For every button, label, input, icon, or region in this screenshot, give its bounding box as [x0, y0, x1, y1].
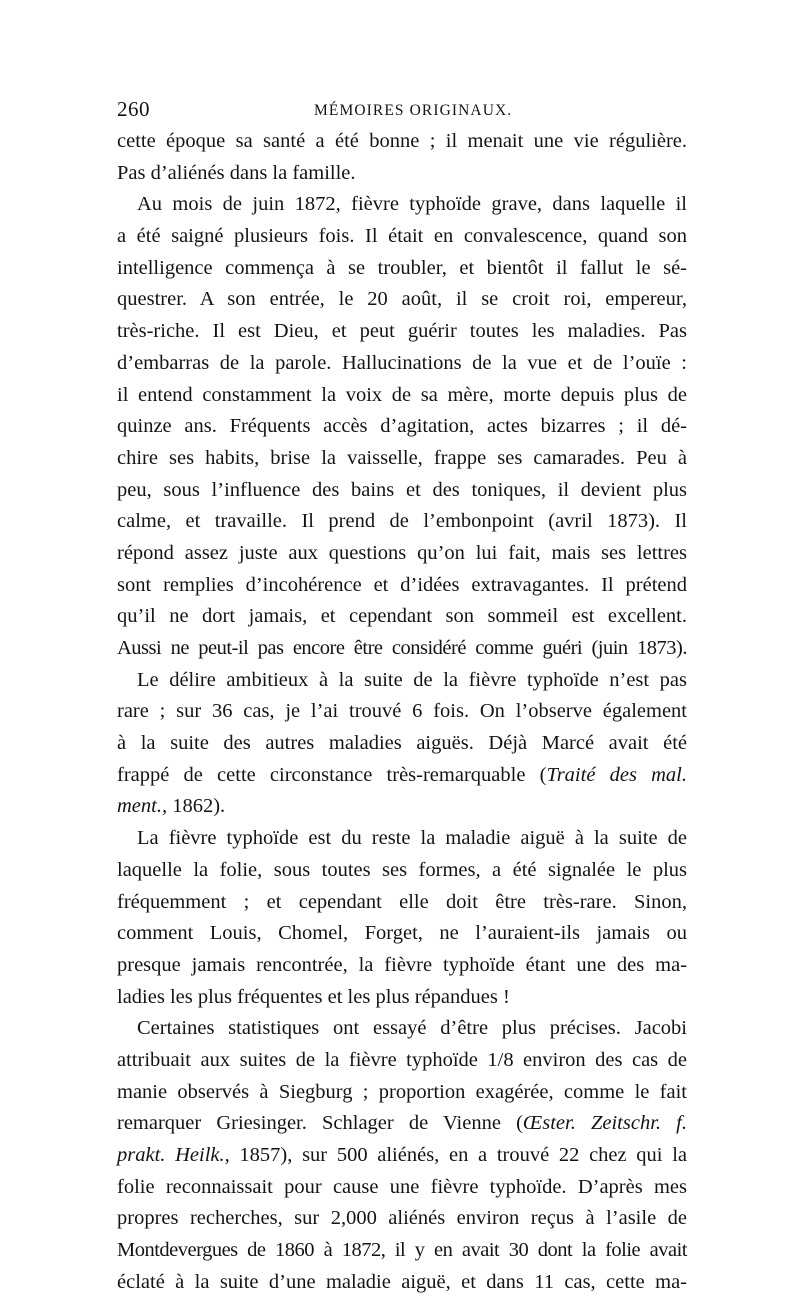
citation-title: prakt. Heilk.,	[117, 1144, 230, 1166]
text-line: questrer. A son entrée, le 20 août, il se croit roi, empereur,	[117, 288, 687, 311]
text-line: attribuait aux suites de la fièvre typhoïde 1/8 environ des cas de	[117, 1048, 687, 1071]
text-line: intelligence commença à se troubler, et bientôt il fallut le sé-	[117, 256, 687, 279]
text-line: folie reconnaissait pour cause une fièvre typhoïde. D’après mes	[117, 1175, 687, 1198]
running-title: MÉMOIRES ORIGINAUX.	[314, 102, 513, 119]
text-segment: 1862).	[167, 795, 226, 818]
text-line: quinze ans. Fréquents accès d’agitation, actes bizarres ; il dé-	[117, 415, 687, 438]
page-header	[117, 94, 687, 124]
text-line: peu, sous l’influence des bains et des toniques, il devient plus	[117, 478, 687, 501]
text-line: sont remplies d’incohérence et d’idées extravagantes. Il prétend	[117, 573, 687, 596]
text-segment: remarquer Griesinger. Schlager de Vienne (	[117, 1112, 523, 1135]
text-line: laquelle la folie, sous toutes ses formes, a été signalée le plus	[117, 858, 687, 881]
text-line: propres recherches, sur 2,000 aliénés environ reçus à l’asile de	[117, 1207, 687, 1230]
text-line: Aussi ne peut-il pas encore être considéré comme guéri (juin 1873).	[117, 637, 687, 659]
text-line: rare ; sur 36 cas, je l’ai trouvé 6 fois. On l’observe également	[117, 700, 687, 723]
text-line: éclaté à la suite d’une maladie aiguë, et dans 11 cas, cette ma-	[117, 1270, 687, 1293]
text-line: Pas d’aliénés dans la famille.	[117, 161, 356, 184]
text-line: Certaines statistiques ont essayé d’être plus précises. Jacobi	[137, 1017, 687, 1040]
text-line: comment Louis, Chomel, Forget, ne l’auraient-ils jamais ou	[117, 922, 687, 945]
text-line: à la suite des autres maladies aiguës. Déjà Marcé avait été	[117, 732, 687, 755]
text-line	[117, 760, 687, 792]
text-line	[117, 1140, 687, 1172]
text-line	[117, 1108, 687, 1140]
text-segment: frappé de cette circonstance très-remarquable (	[117, 763, 547, 786]
text-line: répond assez juste aux questions qu’on lui fait, mais ses lettres	[117, 541, 687, 564]
text-line: Montdevergues de 1860 à 1872, il y en avait 30 dont la folie avait	[117, 1239, 687, 1262]
text-line: ladies les plus fréquentes et les plus répandues !	[117, 985, 510, 1008]
text-line	[117, 791, 687, 823]
text-line: Le délire ambitieux à la suite de la fièvre typhoïde n’est pas	[137, 668, 687, 691]
text-line: calme, et travaille. Il prend de l’embonpoint (avril 1873). Il	[117, 510, 687, 533]
text-line: manie observés à Siegburg ; proportion exagérée, comme le fait	[117, 1080, 687, 1103]
text-line: très-riche. Il est Dieu, et peut guérir toutes les maladies. Pas	[117, 320, 687, 343]
text-line: chire ses habits, brise la vaisselle, frappe ses camarades. Peu à	[117, 446, 687, 469]
text-line: qu’il ne dort jamais, et cependant son sommeil est excellent.	[117, 605, 687, 628]
text-segment: 1857), sur 500 aliénés, en a trouvé 22 chez qui la	[229, 1144, 687, 1166]
text-line: il entend constamment la voix de sa mère, morte depuis plus de	[117, 383, 687, 406]
citation-title: ment.,	[117, 795, 168, 818]
text-line: d’embarras de la parole. Hallucinations de la vue et de l’ouïe :	[117, 351, 687, 374]
text-line: fréquemment ; et cependant elle doit être très-rare. Sinon,	[117, 890, 687, 913]
text-line: La fièvre typhoïde est du reste la maladie aiguë à la suite de	[137, 827, 687, 850]
text-line: Au mois de juin 1872, fièvre typhoïde grave, dans laquelle il	[137, 193, 687, 216]
text-line: presque jamais rencontrée, la fièvre typhoïde étant une des ma-	[117, 953, 687, 976]
citation-title: Œster. Zeitschr. f.	[522, 1112, 687, 1135]
text-line: cette époque sa santé a été bonne ; il menait une vie régulière.	[117, 130, 687, 152]
text-line: a été saigné plusieurs fois. Il était en convalescence, quand son	[117, 225, 687, 248]
body-text	[117, 126, 687, 1298]
citation-title: Traité des mal.	[546, 763, 687, 786]
page-number: 260	[117, 97, 150, 121]
